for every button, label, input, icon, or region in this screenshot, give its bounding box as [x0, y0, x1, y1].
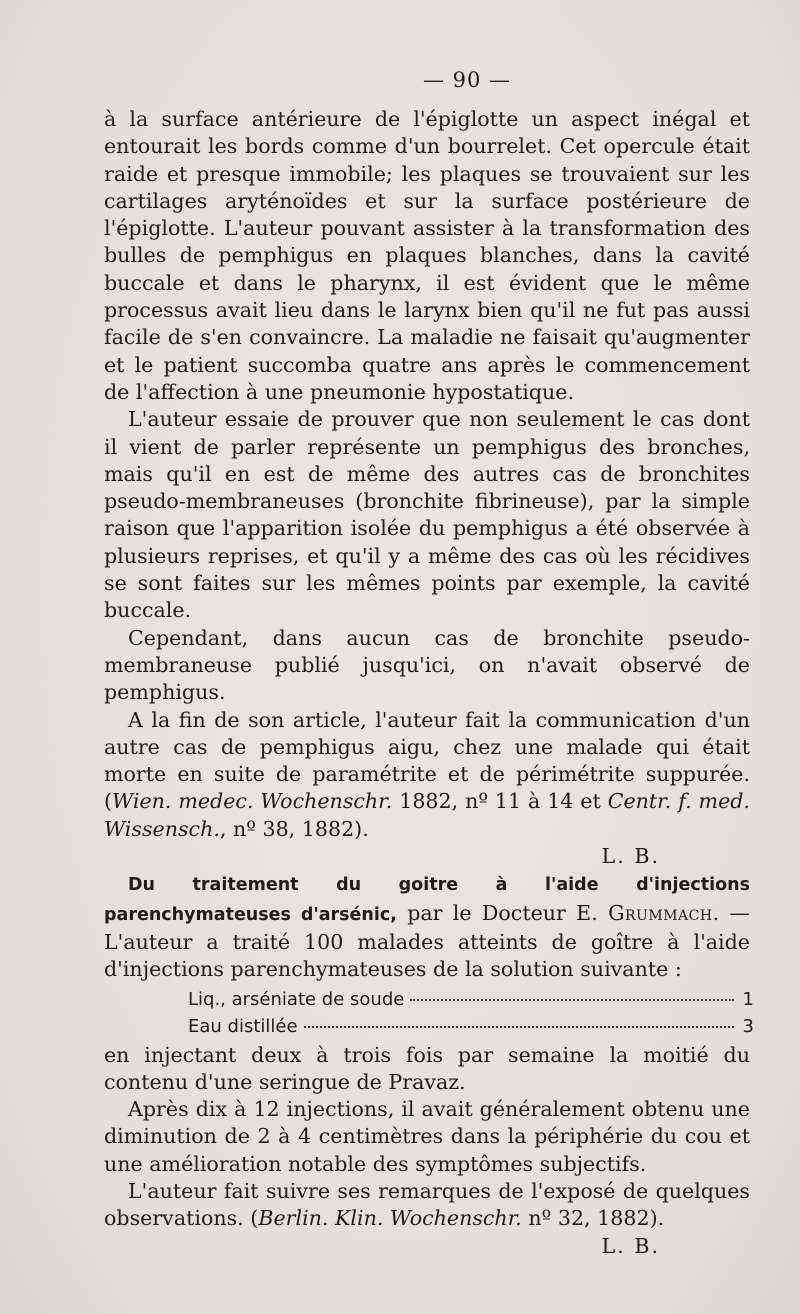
page-number: — 90 —	[422, 68, 512, 92]
paragraph-4	[104, 707, 750, 843]
paragraph-7: Après dix à 12 injections, il avait généralement obtenu une diminution de 2 à 4 centimètres dans la périphérie du cou et une amélioration notable des symptômes subjectifs.	[104, 1097, 750, 1176]
reference-berlin: Berlin. Klin. Wochenschr.	[258, 1206, 522, 1231]
article-2-intro	[104, 870, 750, 983]
formula-ingredient: Eau distillée	[188, 1015, 298, 1037]
paragraph-8	[104, 1178, 750, 1233]
dot-leader	[304, 1026, 734, 1028]
paragraph-8-text: L'auteur fait suivre ses remarques de l'exposé de quelques observations. (	[104, 1178, 750, 1231]
formula-quantity: 3	[742, 1015, 754, 1037]
formula-list	[188, 986, 754, 1040]
article-2-title: Du traitement du goitre à l'aide d'injections parenchymateuses d'arsénic,	[104, 875, 750, 925]
paragraph-1: à la surface antérieure de l'épiglotte un aspect inégal et entourait les bords comme d'un bourrelet. Cet opercule était raide et presque immobile; les plaques se trouvaient sur les cartilages aryténoïdes et sur la surface postérieure de l'épiglotte. L'auteur pouvant assister à la transformation des bulles de pemphigus en plaques blanches, dans la cavité buccale et dans le pharynx, il est évident que le même processus avait lieu dans le larynx bien qu'il ne fut pas aussi facile de s'en convaincre. La maladie ne faisait qu'augmenter et le patient succomba quatre ans après le commencement de l'affection à une pneumonie hypostatique.	[104, 107, 750, 404]
reference-mid: 1882, nº 11 à 14 et	[392, 789, 608, 814]
article-2-author-prefix: par le Docteur E.	[396, 900, 609, 925]
formula-row	[188, 1013, 754, 1040]
signature-1: L. B.	[601, 844, 660, 869]
reference-wien: Wien. medec. Wochenschr.	[112, 789, 393, 814]
article-2-author: Grummach	[608, 900, 713, 925]
signature-2: L. B.	[601, 1233, 660, 1258]
formula-quantity: 1	[742, 988, 754, 1010]
article-2-text: . — L'auteur a traité 100 malades atteints de goître à l'aide d'injections parenchymateuses de la solution suivante :	[104, 900, 750, 982]
formula-row	[188, 986, 754, 1013]
paragraph-3: Cependant, dans aucun cas de bronchite pseudo-membraneuse publié jusqu'ici, on n'avait observé de pemphigus.	[104, 625, 750, 705]
formula-ingredient: Liq., arséniate de soude	[188, 988, 405, 1010]
reference-berlin-end: nº 32, 1882).	[521, 1206, 665, 1231]
paragraph-6: en injectant deux à trois fois par semaine la moitié du contenu d'une seringue de Pravaz.	[104, 1042, 750, 1094]
dot-leader	[410, 999, 734, 1001]
paragraph-2: L'auteur essaie de prouver que non seulement le cas dont il vient de parler représente un pemphigus des bronches, mais qu'il en est de même des autres cas de bronchites pseudo-membraneuses (bronchite fibrineuse), par la simple raison que l'apparition isolée du pemphigus a été observée à plusieurs reprises, et qu'il y a même des cas où les récidives se sont faites sur les mêmes points par exemple, la cavité buccale.	[104, 407, 750, 623]
page-body	[104, 106, 754, 1260]
reference-centr: Centr. f. med. Wissensch.	[104, 789, 750, 841]
reference-end: , nº 38, 1882).	[219, 816, 369, 841]
paragraph-4-text: A la fin de son article, l'auteur fait la communication d'un autre cas de pemphigus aigu, chez une malade qui était morte en suite de paramétrite et de périmétrite suppurée. (	[104, 707, 750, 814]
